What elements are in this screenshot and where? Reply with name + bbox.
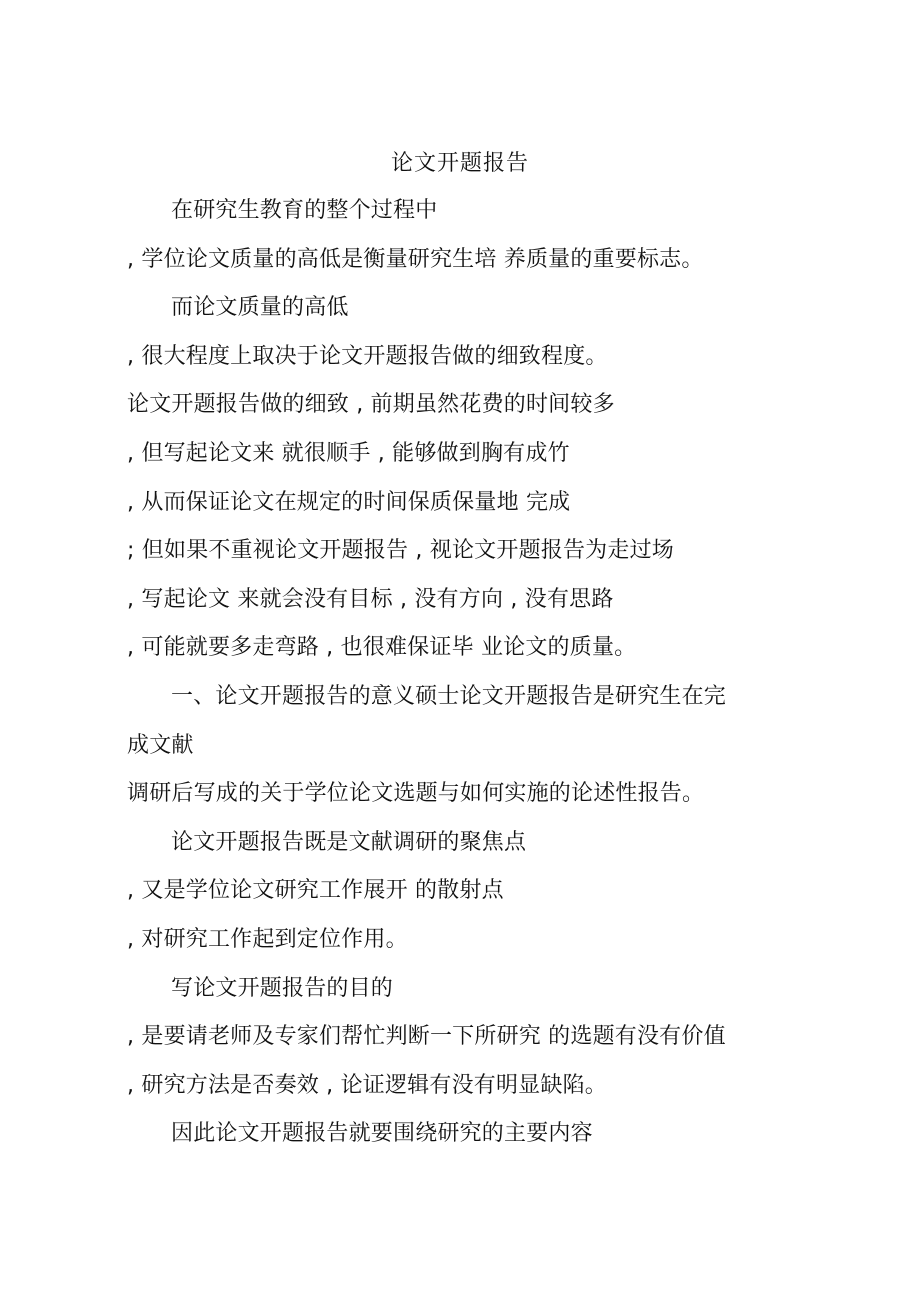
- document-body: [127, 195, 787, 1167]
- paragraph-line: 因此论文开题报告就要围绕研究的主要内容: [171, 1121, 593, 1147]
- paragraph-line: 一、论文开题报告的意义硕士论文开题报告是研究生在完: [171, 683, 727, 709]
- paragraph-line: , 对研究工作起到定位作用。: [127, 926, 408, 952]
- paragraph-line: , 可能就要多走弯路 , 也很难保证毕 业论文的质量。: [127, 635, 637, 661]
- paragraph-line: 调研后写成的关于学位论文选题与如何实施的论述性报告。: [127, 781, 705, 807]
- paragraph-line: ; 但如果不重视论文开题报告 , 视论文开题报告为走过场: [127, 538, 674, 564]
- paragraph-line: , 但写起论文来 就很顺手 , 能够做到胸有成竹: [127, 440, 570, 466]
- paragraph-line: 写论文开题报告的目的: [171, 975, 394, 1001]
- paragraph-line: 论文开题报告既是文献调研的聚焦点: [171, 829, 527, 855]
- paragraph-line: , 又是学位论文研究工作展开 的散射点: [127, 878, 504, 904]
- document-title: 论文开题报告: [390, 151, 529, 176]
- paragraph-line: , 很大程度上取决于论文开题报告做的细致程度。: [127, 343, 608, 369]
- paragraph-line: 论文开题报告做的细致 , 前期虽然花费的时间较多: [127, 392, 615, 418]
- paragraph-line: 成文献: [127, 732, 194, 758]
- paragraph-line: , 研究方法是否奏效 , 论证逻辑有没有明显缺陷。: [127, 1072, 607, 1098]
- paragraph-line: 在研究生教育的整个过程中: [171, 198, 438, 223]
- paragraph-line: , 学位论文质量的高低是衡量研究生培 养质量的重要标志。: [127, 246, 704, 272]
- paragraph-line: , 从而保证论文在规定的时间保质保量地 完成: [127, 489, 571, 515]
- paragraph-line: 而论文质量的高低: [171, 295, 349, 321]
- paragraph-line: , 是要请老师及专家们帮忙判断一下所研究 的选题有没有价值: [127, 1024, 726, 1050]
- paragraph-line: , 写起论文 来就会没有目标 , 没有方向 , 没有思路: [127, 586, 614, 612]
